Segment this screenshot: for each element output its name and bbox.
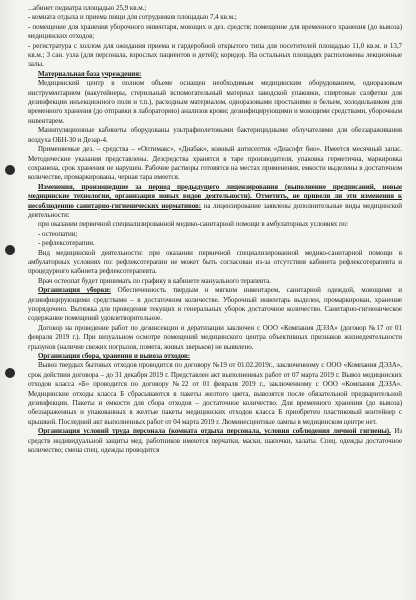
body-paragraph: Вид медицинской деятельности: при оказании первичной специализированной медико-санитарной помощи в амбулаторных условиях по: рефлексотерапии не может быть согласован из-за отсутствия кабинета рефлексотерапевта и процедурного кабинета рефлексотерапевта. <box>28 248 402 276</box>
section-heading: Материальная база учреждения: <box>38 69 142 78</box>
section-heading-paragraph <box>28 352 402 361</box>
body-paragraph: Врач остеопат будет принимать по графику в кабинете мануального терапевта. <box>38 276 271 285</box>
body-paragraph: Манипуляционные кабинеты оборудованы ультрафиолетовыми бактерицидными облучателями для обеззараживания воздуха ОБН-30 и Дезар-4. <box>28 126 402 144</box>
body-paragraph: Применяемые дез. – средства – «Оптимакс», «Диабак», кожный антисептик «Диасофт био». Имеется месячный запас. Методические указания представлены. Дезсредства хранятся в таре производителя, упаковка герметична, маркировка сохранена, срок хранения не нарушен. Рабочие растворы готовятся на местах применения, емкости выделены в достаточном количестве, промаркированы, черная тара имеется. <box>28 145 402 182</box>
section-text: на лицензирование заявлены дополнительные виды медицинской деятельности: <box>28 201 402 219</box>
section-heading-paragraph <box>28 427 402 455</box>
section-heading: Организация условий труда персонала (комната отдыха персонала, условия соблюдения личной гигиены). <box>38 427 391 436</box>
body-paragraph: ...абинет педиатра площадью 25,9 кв.м.; <box>28 4 147 12</box>
section-text: Обеспеченность твердым и мягким инвентарем, санитарной одеждой, моющими и дезинфицирующими средствами – в достаточном количестве. Уборочный инвентарь выделен, промаркирован, хранение упорядочено. Вытяжка для проведения текущих и генеральных уборок достаточное количество. Санитарно-гигиеническое содержание помещений удовлетворительное. <box>28 286 402 323</box>
body-paragraph: - комната отдыха и приема пищи для сотрудников площадью 7,4 кв.м.; <box>28 13 237 22</box>
punch-hole <box>5 368 15 378</box>
document-body <box>28 4 402 456</box>
section-text: Из средств индивидуальной защиты мед. работников имеются перчатки, маски, шапочки, халаты. Спец. одежды достаточное количество; смена спец. одежды проводится <box>28 427 402 455</box>
body-paragraph: Договор на проведение работ по дезинсекции и дератизации заключен с ООО «Компания ДЭЗА» (договор №17 от 01 февраля 2019 г.). При визуальном осмотре помещений медицинского центра объективных признаков жизнедеятельности грызунов (наличие свежих погрызов, помета, живых зверьков) не выявлено. <box>28 323 402 351</box>
punch-hole <box>5 165 15 175</box>
body-paragraph: Вывоз твердых бытовых отходов проводится по договору №19 от 01.02.2019г., заключенному с ООО «Компания ДЭЗА», срок действия договора – до 31 декабря 2019 г. Представлен акт выполненных работ от 07 марта 2019 г. Вывоз медицинских отходов класса «Б» проводится по договору №22 от 01 февраля 2019 г., заключенному с ООО «Компания ДЭЗА». Медицинские отходы класса Б сбрасываются в пакеты желтого цвета, вывозятся после обязательной предварительной дезинфекции. Пакеты и емкости для сбора отходов – достаточное количество. Для временного хранения (до вывоза) обеззараженных и упакованных в желтые пакеты медицинских отходов класса Б приобретен пластиковый контейнер с крышкой. Последний акт выполненных работ от 04 марта 2019 г. Люминесцентные лампы в медицинском центре нет. <box>28 361 402 426</box>
section-heading-paragraph <box>28 286 402 324</box>
section-heading: Организация уборки: <box>38 286 112 295</box>
section-heading-paragraph <box>28 183 402 221</box>
body-paragraph: при оказании первичной специализированной медико-санитарной помощи в амбулаторных условиях по: <box>38 220 349 229</box>
body-paragraph: - регистратура с холлом для ожидания приема и гардеробной открытого типа для посетителей площадью 11,0 кв.м. и 13,7 кв.м.; 3 сан. узла (для персонала, взрослых пациентов и детей); коридор. На остальных площадях расположены лекционные залы. <box>28 41 402 69</box>
section-heading: Изменения, произошедшие за период предыдущего лицензирования (выполнение предписаний, новые медицинские технологии, организация новых видов деятельности). Отметить, не привели ли эти изменения к несоблюдению санитарно-гигиенических нормативов: <box>28 182 402 210</box>
punch-hole <box>5 245 15 255</box>
section-heading-paragraph <box>28 70 402 79</box>
body-paragraph: - помещение для хранения уборочного инвентаря, моющих и дез. средств; помещение для временного хранения (до вывоза) медицинских отходов; <box>28 22 402 41</box>
body-paragraph: - остеопатии; <box>38 229 78 238</box>
section-heading: Организация сбора, хранения и вывоза отходов: <box>38 352 191 361</box>
body-paragraph: Медицинский центр в полном объеме оснащен необходимым медицинским оборудованием, одноразовым инструментарием (вакутейнеры, стерильный вспомогательный материал заводской упаковки, спиртовые салфетки для дезинфекции инъекционного поля и т.п.), расходным материалом, одноразовыми простынями и бельем, холодильником для временного хранения (до отправки в лабораторию) анализов крови; дезинфицирующими и моющими средствами, уборочным инвентарем. <box>28 79 402 125</box>
body-paragraph: - рефлексотерапии. <box>38 239 95 248</box>
